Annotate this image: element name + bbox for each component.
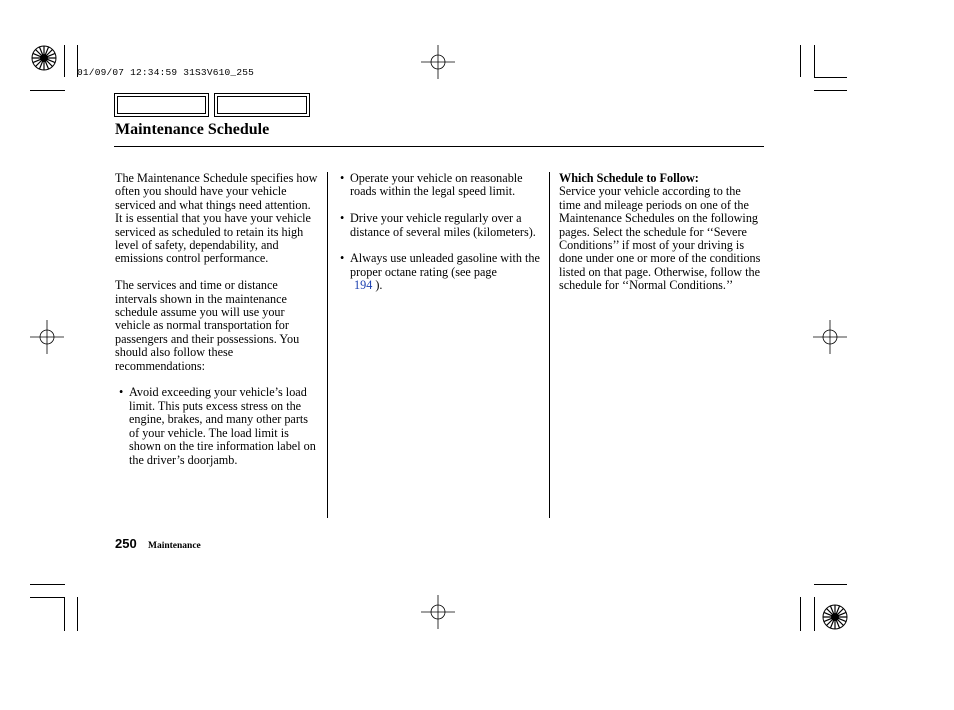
crop-mark-line xyxy=(814,90,847,91)
column-middle xyxy=(340,172,542,306)
list-item xyxy=(119,386,319,466)
header-tab-box xyxy=(114,93,209,117)
list-item-text: Drive your vehicle regularly over a distance of several miles (kilometers). xyxy=(350,211,536,239)
registration-crosshair-icon xyxy=(421,45,455,79)
registration-crosshair-icon xyxy=(421,595,455,629)
column-divider xyxy=(327,172,328,518)
header-tab-box xyxy=(214,93,310,117)
print-timestamp: 01/09/07 12:34:59 31S3V610_255 xyxy=(77,67,255,78)
crop-mark-line xyxy=(30,584,65,585)
bullet-icon: • xyxy=(340,171,345,185)
intro-paragraph: The Maintenance Schedule specifies how often you should have your vehicle serviced and what things need attention. It is essential that you have your vehicle serviced as scheduled to retain its high level of safety, dependability, and emissions control performance. xyxy=(115,171,318,266)
bullet-icon: • xyxy=(340,211,345,226)
registration-starburst-icon xyxy=(821,603,849,631)
page-number: 250 xyxy=(115,536,137,551)
intervals-paragraph: The services and time or distance intervals shown in the maintenance schedule assume you will use your vehicle as normal transportation for passengers and their possessions. You should also follow these recommendations: xyxy=(115,278,300,373)
crop-mark-line xyxy=(814,597,815,631)
crop-mark-line xyxy=(30,597,65,598)
registration-crosshair-icon xyxy=(30,320,64,354)
bullet-icon: • xyxy=(119,385,124,400)
crop-mark-line xyxy=(64,597,65,631)
crop-mark-line xyxy=(77,597,78,631)
title-rule xyxy=(114,146,764,147)
column-right xyxy=(559,172,765,293)
column-left xyxy=(115,172,319,480)
crop-mark-line xyxy=(814,584,847,585)
crop-mark-line xyxy=(64,45,65,77)
page-reference-link[interactable]: 194 xyxy=(354,278,373,293)
list-item-text: Always use unleaded gasoline with the proper octane rating (see page xyxy=(350,251,540,279)
crop-mark-line xyxy=(814,45,815,77)
crop-mark-line xyxy=(814,77,847,78)
bullet-icon: • xyxy=(340,251,345,266)
list-item-text-end: ). xyxy=(375,278,383,293)
list-item xyxy=(340,172,542,199)
crop-mark-line xyxy=(30,90,65,91)
footer-section-name: Maintenance xyxy=(148,541,201,551)
registration-starburst-icon xyxy=(30,44,58,72)
crop-mark-line xyxy=(800,45,801,77)
crop-mark-line xyxy=(800,597,801,631)
list-item xyxy=(340,212,542,239)
list-item-text: Operate your vehicle on reasonable roads within the legal speed limit. xyxy=(350,171,523,199)
list-item-text: Avoid exceeding your vehicle’s load limit. This puts excess stress on the engine, brakes, and many other parts of your vehicle. The load limit is shown on the tire information label on the driver’s doorjamb. xyxy=(129,385,316,467)
page-title: Maintenance Schedule xyxy=(115,121,270,138)
list-item xyxy=(340,252,542,292)
schedule-paragraph: Service your vehicle according to the time and mileage periods on one of the Maintenance Schedules on the following pages. Select the schedule for ‘‘Severe Conditions’’ if most of your driving is done under one or more of the conditions listed on that page. Otherwise, follow the schedule for ‘‘Normal Conditions.’’ xyxy=(559,184,761,293)
registration-crosshair-icon xyxy=(813,320,847,354)
subsection-heading: Which Schedule to Follow: xyxy=(559,171,699,185)
column-divider xyxy=(549,172,550,518)
